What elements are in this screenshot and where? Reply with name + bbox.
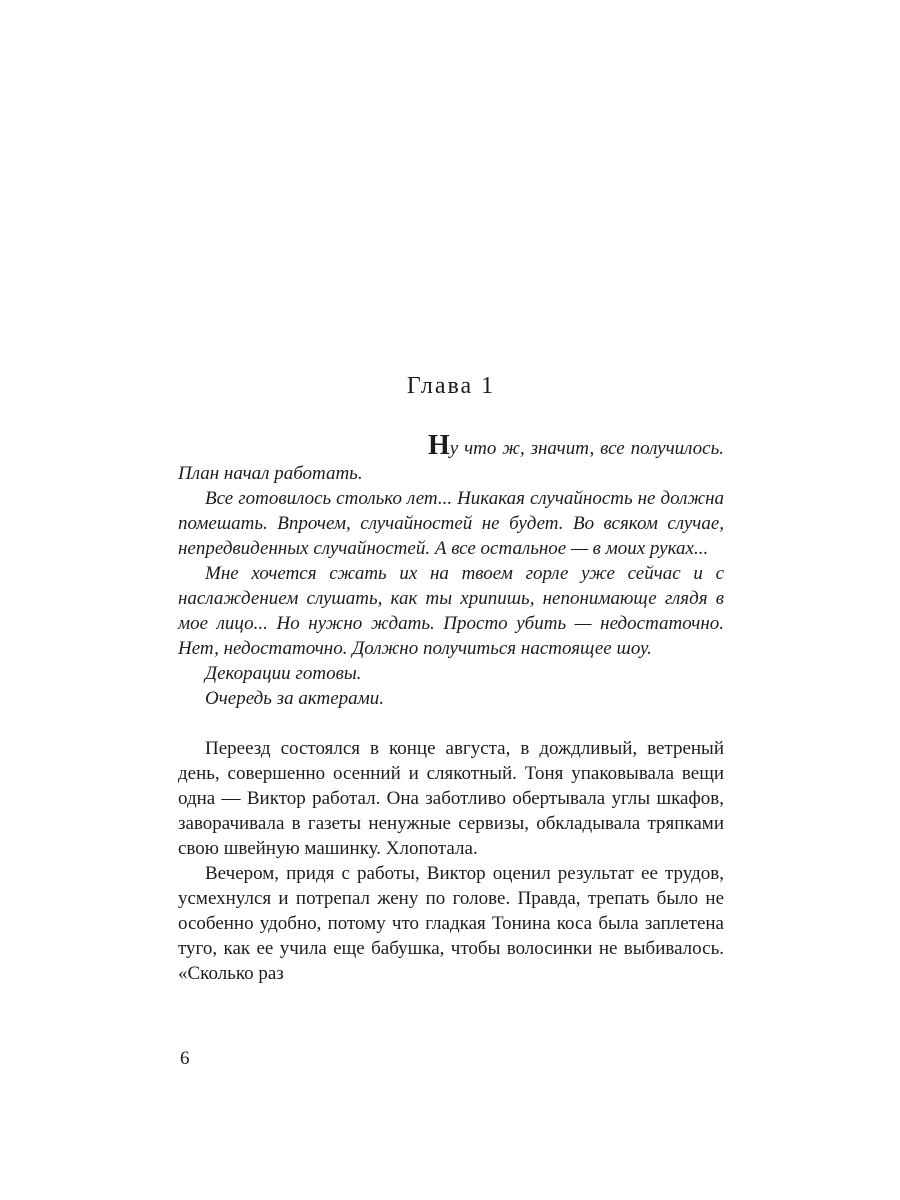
text-column: [178, 372, 724, 986]
paragraph: Все готовилось столько лет... Никакая случайность не должна помешать. Впрочем, случайностей не будет. Во всяком случае, непредвиденных случайностей. А все остальное — в моих руках...: [178, 488, 724, 559]
paragraph-opening: [178, 430, 724, 486]
chapter-title: Глава 1: [406, 373, 496, 399]
paragraph: Очередь за актерами.: [205, 688, 385, 709]
paragraph: Декорации готовы.: [205, 663, 362, 684]
page-number: 6: [180, 1048, 190, 1069]
paragraph: Переезд состоялся в конце августа, в дождливый, ветреный день, совершенно осенний и слякотный. Тоня упаковывала вещи одна — Виктор работал. Она заботливо обертывала углы шкафов, заворачивала в газеты ненужные сервизы, обкладывала тряпками свою швейную машинку. Хлопотала.: [178, 738, 724, 859]
section-gap: [178, 711, 724, 736]
paragraph-text: у что ж, значит, все получилось. План начал работать.: [178, 438, 724, 484]
initial-capital: Н: [428, 430, 450, 461]
body-section: [178, 736, 724, 986]
intro-section: [178, 430, 724, 711]
paragraph: Мне хочется сжать их на твоем горле уже сейчас и с наслаждением слушать, как ты хрипишь, непонимающе глядя в мое лицо... Но нужно ждать. Просто убить — недостаточно. Нет, недостаточно. Должно получиться настоящее шоу.: [178, 563, 724, 659]
paragraph: Вечером, придя с работы, Виктор оценил результат ее трудов, усмехнулся и потрепал жену по голове. Правда, трепать было не особенно удобно, потому что гладкая Тонина коса была заплетена туго, как ее учила еще бабушка, чтобы волосинки не выбивалось. «Сколько раз: [178, 863, 724, 984]
